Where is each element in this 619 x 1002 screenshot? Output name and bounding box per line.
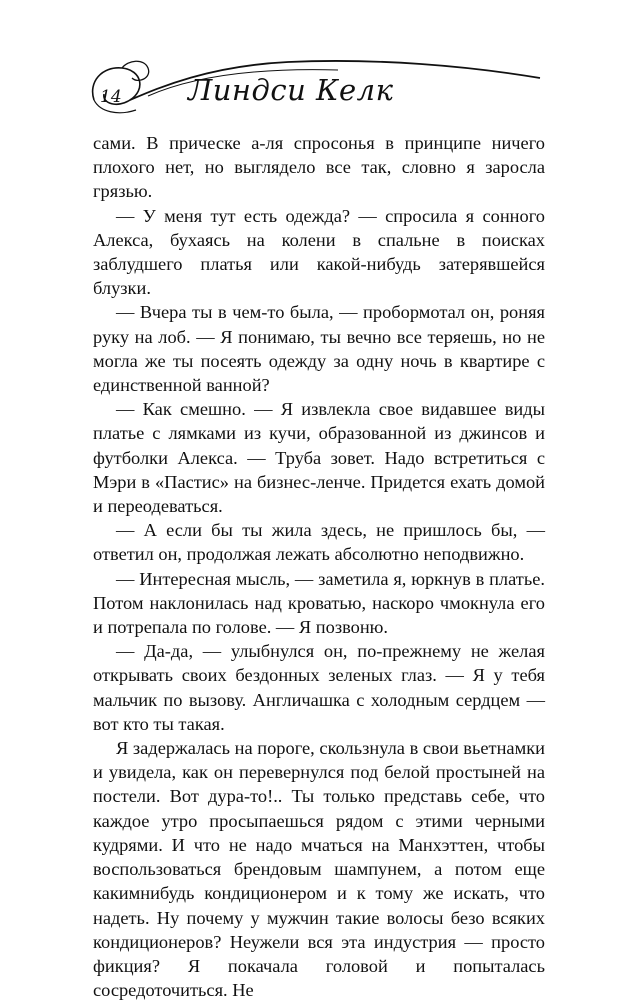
body-text: [93, 131, 545, 1002]
page-number: 14: [100, 87, 122, 107]
paragraph: сами. В прическе а-ля спросонья в принципе ничего плохого нет, но выглядело все так, словно я заросла грязью.: [93, 133, 545, 202]
paragraph: — Интересная мысль, — заметила я, юркнув в платье. Потом наклонилась над кроватью, наскоро чмокнула его и потрепала по голове. — Я позвоню.: [93, 568, 545, 638]
page-header: [88, 56, 548, 126]
running-head-author: Линдси Келк: [188, 73, 394, 107]
paragraph: Я задержалась на пороге, скользнула в свои вьетнамки и увидела, как он перевернулся под белой простыней на постели. Вот дура-то!.. Ты только представь себе, что каждое утро просыпаешься рядом с этими черными кудрями. И что не надо мчаться на Манхэттен, чтобы воспользоваться брендовым шампунем, а потом еще какимнибудь кондиционером и к тому же искать, что надеть. Ну почему у мужчин такие волосы безо всяких кондиционеров? Неужели вся эта индустрия — просто фикция? Я покачала головой и попыталась сосредоточиться. Не: [93, 738, 545, 1001]
paragraph: — А если бы ты жила здесь, не пришлось бы, — ответил он, продолжая лежать абсолютно неподвижно.: [93, 520, 545, 565]
paragraph: — У меня тут есть одежда? — спросила я сонного Алекса, бухаясь на колени в спальне в поисках заблудшего платья или какой-нибудь затерявшейся блузки.: [93, 205, 545, 299]
paragraph: — Да-да, — улыбнулся он, по-прежнему не желая открывать своих бездонных зеленых глаз. — Я у тебя мальчик по вызову. Англичашка с холодным сердцем — вот кто ты такая.: [93, 641, 545, 734]
paragraph: — Как смешно. — Я извлекла свое видавшее виды платье с лямками из кучи, образованной из джинсов и футболки Алекса. — Труба зовет. Надо встретиться с Мэри в «Пастис» на бизнес-ленче. Придется ехать домой и переодеваться.: [93, 399, 545, 517]
paragraph: — Вчера ты в чем-то была, — пробормотал он, роняя руку на лоб. — Я понимаю, ты вечно все теряешь, но не могла же ты посеять одежду за одну ночь в квартире с единственной ванной?: [93, 302, 545, 396]
